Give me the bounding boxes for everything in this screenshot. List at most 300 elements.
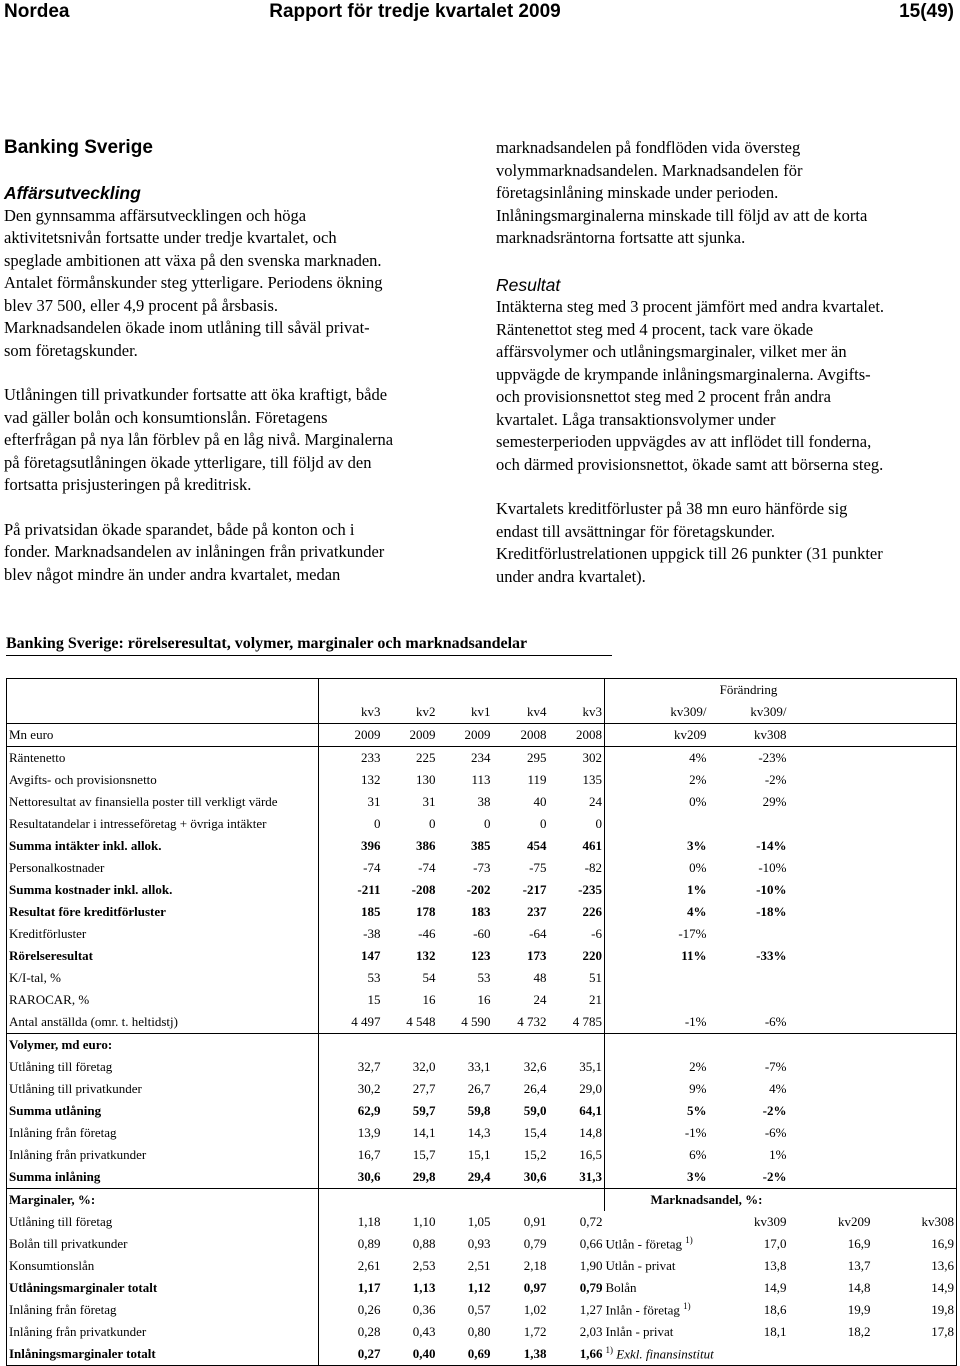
table-cell	[873, 747, 957, 770]
column-quarter: kv1	[471, 704, 491, 719]
table-header-row	[7, 724, 957, 747]
table-cell	[873, 945, 957, 967]
text-line: blev 37 500, eller 4,9 procent på årsbasis.	[4, 295, 279, 315]
table-cell	[789, 989, 873, 1011]
value-cell: 1,18	[319, 1211, 383, 1233]
column-quarter: kv3	[319, 701, 383, 724]
value-cell: -202	[466, 882, 491, 897]
column-change-year: kv209	[605, 724, 709, 747]
table-row	[7, 1321, 957, 1343]
paragraph	[496, 296, 956, 476]
change-cell: -10%	[758, 860, 787, 875]
change-cell: -2%	[762, 1103, 787, 1118]
value-cell: 220	[582, 948, 602, 963]
table-cell	[873, 1166, 957, 1189]
table-row	[7, 1144, 957, 1166]
paragraph	[496, 498, 956, 588]
market-share-label-text: Bolån	[605, 1280, 637, 1295]
change-cell	[709, 923, 789, 945]
value-cell: 1,38	[493, 1343, 549, 1366]
value-cell: 225	[416, 750, 436, 765]
value-cell: 64,1	[579, 1103, 602, 1118]
value-cell: 32,7	[319, 1056, 383, 1078]
change-heading: Förändring	[709, 679, 789, 702]
value-cell: 4 785	[549, 1011, 605, 1034]
value-cell: 15,2	[523, 1147, 547, 1162]
market-share-value: 17,8	[873, 1321, 957, 1343]
change-cell: 3%	[605, 835, 709, 857]
paragraph	[4, 205, 472, 363]
text-line: som företagskunder.	[4, 340, 138, 360]
table-cell	[873, 1078, 957, 1100]
change-cell	[605, 989, 709, 1011]
value-cell: 30,2	[319, 1078, 383, 1100]
table-row	[7, 901, 957, 923]
change-cell: 0%	[605, 791, 709, 813]
value-cell: 461	[582, 838, 602, 853]
table-cell	[789, 791, 873, 813]
table-row	[7, 1056, 957, 1078]
table-row	[7, 1255, 957, 1277]
value-cell: -6	[591, 926, 602, 941]
column-change-year: kv308	[709, 724, 789, 747]
table-cell	[319, 1034, 383, 1057]
row-label: Utlåning till företag	[7, 1056, 319, 1078]
value-cell: 27,7	[412, 1081, 436, 1096]
table-row	[7, 945, 957, 967]
value-cell: 1,90	[579, 1258, 603, 1273]
value-cell: 16	[422, 992, 436, 1007]
table-row	[7, 989, 957, 1011]
change-cell: 11%	[605, 945, 709, 967]
table-cell	[709, 1034, 789, 1057]
text-line: Inlåningsmarginalerna minskade till följd av att de korta	[496, 205, 868, 225]
value-cell: -73	[473, 860, 491, 875]
table-row	[7, 791, 957, 813]
financial-table-wrap	[6, 678, 956, 1366]
value-cell: 32,0	[412, 1059, 436, 1074]
text-line: marknadsandelen på fondflöden vida översteg	[496, 138, 801, 157]
table-cell	[789, 835, 873, 857]
change-cell	[709, 813, 789, 835]
table-row	[7, 1211, 957, 1233]
market-share-label-text: Inlån - privat	[605, 1324, 674, 1339]
row-label: Räntenetto	[7, 747, 319, 770]
value-cell: 0	[540, 816, 547, 831]
column-quarter: kv2	[416, 704, 436, 719]
value-cell: 1,27	[579, 1302, 603, 1317]
row-label: Inlåning från privatkunder	[7, 1144, 319, 1166]
change-cell: -1%	[605, 1011, 709, 1034]
value-cell: 454	[527, 838, 547, 853]
value-cell: 2,53	[412, 1258, 436, 1273]
value-cell: 132	[319, 769, 383, 791]
market-share-label	[605, 1277, 709, 1299]
value-cell: 0,79	[579, 1280, 603, 1295]
value-cell: 1,12	[467, 1280, 491, 1295]
value-cell: 29,4	[438, 1166, 493, 1189]
row-label: Inlåning från företag	[7, 1299, 319, 1321]
change-cell	[709, 967, 789, 989]
table-cell	[873, 901, 957, 923]
table-cell	[873, 724, 957, 747]
value-cell: 233	[319, 747, 383, 770]
right-text-column	[496, 137, 956, 588]
row-label: Konsumtionslån	[7, 1255, 319, 1277]
text-line: endast till avsättningar för företagskunder.	[496, 521, 776, 541]
value-cell: 15,1	[467, 1147, 491, 1162]
change-cell: 1%	[605, 879, 709, 901]
table-cell	[493, 1034, 549, 1057]
text-line: på företagsutlåningen ökade ytterligare, till följd av den	[4, 452, 372, 472]
value-cell: 0,79	[523, 1236, 547, 1251]
value-cell: 234	[471, 750, 491, 765]
change-cell: 2%	[605, 1056, 709, 1078]
row-label: Summa kostnader inkl. allok.	[7, 879, 319, 901]
value-cell: 0,66	[579, 1236, 603, 1251]
text-line: under andra kvartalet).	[496, 566, 646, 586]
table-cell	[873, 1034, 957, 1057]
row-label: Utlåning till privatkunder	[7, 1078, 319, 1100]
table-cell	[493, 679, 549, 702]
value-cell: 0,93	[467, 1236, 491, 1251]
table-row	[7, 1299, 957, 1321]
table-cell	[873, 1122, 957, 1144]
value-cell: 53	[319, 967, 383, 989]
row-label: Kreditförluster	[7, 923, 319, 945]
change-cell: -6%	[709, 1011, 789, 1034]
value-cell: 119	[527, 772, 547, 787]
value-cell: 0,57	[467, 1302, 491, 1317]
change-cell: -23%	[758, 750, 787, 765]
value-cell: 0,26	[319, 1299, 383, 1321]
value-cell: 26,4	[523, 1081, 547, 1096]
table-cell	[873, 967, 957, 989]
value-cell: 0,97	[523, 1280, 547, 1295]
table-cell	[873, 835, 957, 857]
change-cell: 6%	[605, 1144, 709, 1166]
row-label: Summa intäkter inkl. allok.	[7, 835, 319, 857]
market-share-value: 14,9	[873, 1277, 957, 1299]
value-cell: 1,72	[523, 1324, 547, 1339]
table-cell	[789, 813, 873, 835]
text-line: Kvartalets kreditförluster på 38 mn euro hänförde sig	[496, 499, 848, 518]
value-cell: 0,28	[319, 1321, 383, 1343]
section-title: Banking Sverige	[4, 137, 153, 158]
table-cell	[873, 769, 957, 791]
table-cell	[789, 679, 873, 702]
table-cell	[438, 1034, 493, 1057]
table-cell	[789, 967, 873, 989]
table-cell	[438, 1189, 493, 1212]
paragraph	[496, 137, 956, 250]
row-label: Avgifts- och provisionsnetto	[7, 769, 319, 791]
column-year: 2009	[319, 724, 383, 747]
value-cell: 0	[595, 816, 602, 831]
table-cell	[873, 1189, 957, 1212]
value-cell: 132	[416, 948, 436, 963]
market-share-value: 14,9	[763, 1280, 787, 1295]
text-line: företagsinlåning minskade under perioden.	[496, 183, 779, 202]
value-cell: 33,1	[467, 1059, 491, 1074]
market-share-value: 14,8	[847, 1280, 871, 1295]
value-cell: 4 548	[383, 1011, 438, 1034]
value-cell: 62,9	[319, 1100, 383, 1122]
value-cell: 0,69	[438, 1343, 493, 1366]
table-row	[7, 1343, 957, 1366]
value-cell: 237	[527, 904, 547, 919]
table-cell	[549, 1189, 605, 1212]
row-label: Personalkostnader	[7, 857, 319, 879]
column-quarter: kv4	[527, 704, 547, 719]
text-line: Den gynnsamma affärsutvecklingen och höga	[4, 205, 307, 225]
table-cell	[789, 879, 873, 901]
market-share-value: 18,6	[763, 1302, 787, 1317]
value-cell: -74	[319, 857, 383, 879]
value-cell: 38	[477, 794, 491, 809]
table-cell	[789, 1144, 873, 1166]
market-share-value: 13,7	[847, 1258, 871, 1273]
value-cell: 0	[319, 813, 383, 835]
table-cell	[873, 679, 957, 702]
change-cell	[709, 989, 789, 1011]
column-year: 2008	[549, 724, 605, 747]
market-share-value: 19,9	[847, 1302, 871, 1317]
value-cell: 14,8	[579, 1125, 602, 1140]
table-cell	[319, 679, 383, 702]
table-cell	[789, 1034, 873, 1057]
value-cell: 31	[422, 794, 436, 809]
column-change: kv309/	[605, 701, 709, 724]
table-cell	[383, 1034, 438, 1057]
value-cell: 1,66	[549, 1343, 605, 1366]
market-share-value: 16,9	[873, 1233, 957, 1255]
table-cell	[789, 1189, 873, 1212]
value-cell: 4 497	[319, 1011, 383, 1034]
market-share-value: 18,2	[847, 1324, 871, 1339]
value-cell: 0,88	[412, 1236, 436, 1251]
value-cell: 59,7	[412, 1103, 436, 1118]
text-line: marknadsräntorna fortsatte att sjunka.	[496, 228, 746, 247]
table-row	[7, 879, 957, 901]
market-share-value: 16,9	[847, 1236, 871, 1251]
value-cell: 0,89	[319, 1233, 383, 1255]
footnote-marker: 1)	[683, 1301, 691, 1312]
change-cell: -18%	[756, 904, 787, 919]
table-cell	[789, 701, 873, 724]
value-cell: -74	[418, 860, 436, 875]
table-cell	[789, 1056, 873, 1078]
value-cell: -217	[522, 882, 547, 897]
margins-heading: Marginaler, %:	[7, 1189, 319, 1212]
table-row	[7, 857, 957, 879]
table-row	[7, 813, 957, 835]
market-share-value	[789, 1343, 873, 1366]
value-cell: -38	[319, 923, 383, 945]
value-cell: 14,3	[467, 1125, 491, 1140]
value-cell: 16	[477, 992, 491, 1007]
value-cell: -235	[578, 882, 602, 897]
footnote-marker: 1)	[605, 1345, 613, 1356]
page-number: 15(49)	[899, 1, 954, 22]
table-row	[7, 1122, 957, 1144]
value-cell: 2,61	[319, 1255, 383, 1277]
text-line: och därmed provisionsnettot, ökade samt att börserna steg.	[496, 454, 884, 474]
value-cell: 183	[471, 904, 491, 919]
change-cell: 5%	[605, 1100, 709, 1122]
value-cell: -211	[319, 879, 383, 901]
change-cell: -7%	[764, 1059, 787, 1074]
value-cell: 1,13	[412, 1280, 436, 1295]
value-cell: 14,1	[412, 1125, 436, 1140]
table-header-row	[7, 679, 957, 702]
table-cell	[873, 701, 957, 724]
table-cell	[873, 989, 957, 1011]
table-title: Banking Sverige: rörelseresultat, volymer, marginaler och marknadsandelar	[6, 633, 612, 656]
text-line: semesterperioden uppvägdes av att inflödet till fonderna,	[496, 432, 872, 451]
value-cell: 31,3	[549, 1166, 605, 1189]
text-line: Antalet förmånskunder steg ytterligare. Periodens ökning	[4, 273, 383, 292]
value-cell: 59,8	[467, 1103, 491, 1118]
row-label: Resultat före kreditförluster	[7, 901, 319, 923]
table-cell	[789, 923, 873, 945]
value-cell: 59,0	[523, 1103, 547, 1118]
table-cell	[549, 1034, 605, 1057]
value-cell: 173	[527, 948, 547, 963]
table-cell	[873, 879, 957, 901]
table-row	[7, 769, 957, 791]
value-cell: 1,02	[523, 1302, 547, 1317]
table-cell	[605, 679, 709, 702]
table-cell	[383, 679, 438, 702]
change-cell: -17%	[605, 923, 709, 945]
table-cell	[789, 1100, 873, 1122]
value-cell: 385	[471, 838, 491, 853]
text-line: volymmarknadsandelen. Marknadsandelen för	[496, 160, 803, 180]
value-cell: 0	[484, 816, 491, 831]
row-label: Inlåning från privatkunder	[7, 1321, 319, 1343]
value-cell: 302	[582, 750, 602, 765]
value-cell: 2,51	[467, 1258, 491, 1273]
value-cell: 135	[582, 772, 602, 787]
table-row	[7, 967, 957, 989]
change-cell: 3%	[605, 1166, 709, 1189]
change-cell: 2%	[605, 769, 709, 791]
row-label: Resultatandelar i intresseföretag + övriga intäkter	[7, 813, 319, 835]
value-cell: 32,6	[523, 1059, 547, 1074]
table-row	[7, 1100, 957, 1122]
value-cell: 178	[416, 904, 436, 919]
value-cell: 26,7	[467, 1081, 491, 1096]
value-cell: 123	[471, 948, 491, 963]
value-cell: 15,4	[523, 1125, 547, 1140]
value-cell: 31	[319, 791, 383, 813]
value-cell: 24	[589, 794, 602, 809]
change-cell	[605, 813, 709, 835]
market-share-value: 13,8	[763, 1258, 787, 1273]
value-cell: 0,43	[412, 1324, 436, 1339]
row-label: Bolån till privatkunder	[7, 1233, 319, 1255]
market-share-value	[709, 1343, 789, 1366]
market-share-value	[873, 1343, 957, 1366]
table-cell	[873, 1011, 957, 1034]
value-cell: 2,18	[523, 1258, 547, 1273]
change-cell: 29%	[762, 794, 787, 809]
value-cell: 0,36	[412, 1302, 436, 1317]
value-cell: 13,9	[319, 1122, 383, 1144]
text-line: och provisionsnettot steg med 2 procent från andra	[496, 387, 831, 406]
table-row	[7, 923, 957, 945]
column-year: 2009	[438, 724, 493, 747]
row-label: Summa utlåning	[7, 1100, 319, 1122]
value-cell: 30,6	[319, 1166, 383, 1189]
value-cell: 113	[471, 772, 491, 787]
market-share-label	[605, 1299, 709, 1321]
table-row	[7, 1078, 957, 1100]
row-label: Utlåningsmarginaler totalt	[7, 1277, 319, 1299]
paragraph	[4, 384, 472, 497]
value-cell: 51	[589, 970, 602, 985]
text-line: aktivitetsnivån fortsatte under tredje kvartalet, och	[4, 228, 337, 247]
row-label: Utlåning till företag	[7, 1211, 319, 1233]
change-cell: -6%	[764, 1125, 787, 1140]
text-line: Kreditförlustrelationen uppgick till 26 punkter (31 punkter	[496, 544, 883, 563]
value-cell: 54	[422, 970, 436, 985]
value-cell: 0,80	[467, 1324, 491, 1339]
text-line: efterfrågan på nya lån förblev på en låg nivå. Marginalerna	[4, 430, 394, 449]
value-cell: 396	[319, 835, 383, 857]
table-cell	[873, 923, 957, 945]
table-cell	[605, 1034, 709, 1057]
text-line: speglade ambitionen att växa på den svenska marknaden.	[4, 250, 382, 270]
row-label: K/I-tal, %	[7, 967, 319, 989]
row-label: Nettoresultat av finansiella poster till verkligt värde	[7, 791, 319, 813]
change-cell: 1%	[769, 1147, 787, 1162]
market-share-column: kv209	[838, 1214, 871, 1229]
table-cell	[873, 813, 957, 835]
row-label: RAROCAR, %	[7, 989, 319, 1011]
column-year: 2008	[493, 724, 549, 747]
table-cell	[493, 1189, 549, 1212]
table-row	[7, 1011, 957, 1034]
table-cell	[319, 1189, 383, 1212]
value-cell: 21	[589, 992, 602, 1007]
value-cell: 35,1	[579, 1059, 602, 1074]
value-cell: 185	[319, 901, 383, 923]
value-cell: 16,5	[579, 1147, 602, 1162]
value-cell: 1,10	[412, 1214, 436, 1229]
table-cell	[789, 857, 873, 879]
table-cell	[383, 1189, 438, 1212]
change-cell: -1%	[605, 1122, 709, 1144]
value-cell: -46	[418, 926, 436, 941]
change-cell: 4%	[769, 1081, 787, 1096]
market-share-label-text: Inlån - företag	[605, 1302, 680, 1318]
table-cell	[7, 679, 319, 702]
market-share-value: 13,6	[873, 1255, 957, 1277]
value-cell: 15,7	[412, 1147, 436, 1162]
change-cell: -33%	[756, 948, 787, 963]
value-cell: 386	[416, 838, 436, 853]
value-cell: 0,72	[579, 1214, 603, 1229]
value-cell: 147	[319, 945, 383, 967]
unit-label: Mn euro	[7, 724, 319, 747]
value-cell: -60	[473, 926, 491, 941]
table-cell	[549, 679, 605, 702]
left-text-column	[4, 182, 472, 586]
paragraph	[4, 519, 472, 587]
row-label: Summa inlåning	[7, 1166, 319, 1189]
